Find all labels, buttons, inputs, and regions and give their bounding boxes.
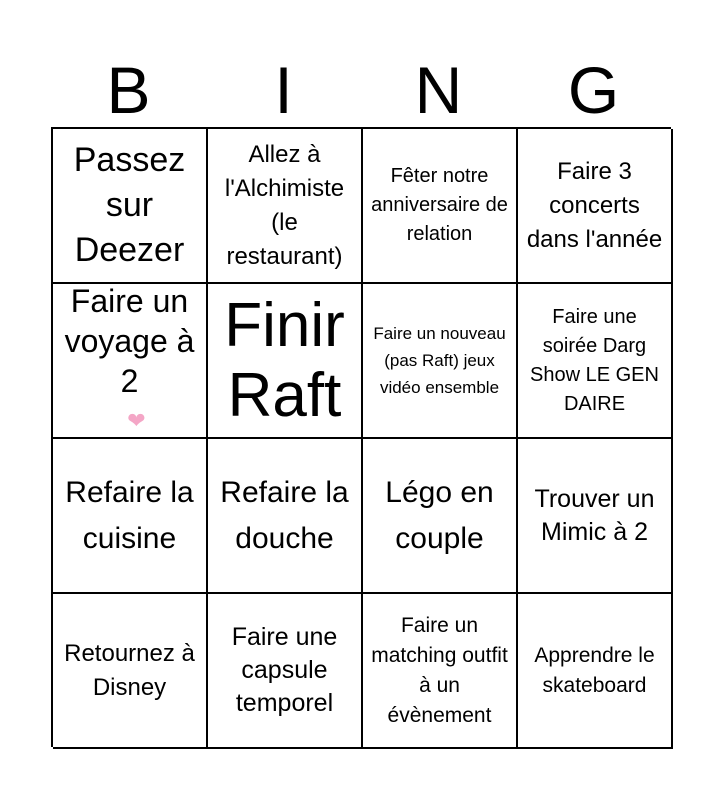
bingo-cell[interactable] [518,284,673,439]
bingo-cell[interactable] [363,594,518,749]
cell-text: Faire un nouveau (pas Raft) jeux vidéo ensemble [373,324,506,397]
bingo-cell[interactable] [363,129,518,284]
cell-text: Finir Raft [224,290,345,430]
cell-text: Faire un voyage à 2 ❤ [59,284,200,439]
cell-text: Faire 3 concerts dans l'année [526,157,663,253]
bingo-header [51,52,671,127]
cell-text: Fêter notre anniversaire de relation [371,165,508,245]
bingo-cell[interactable] [208,439,363,594]
cell-text: Faire un matching outfit à un évènement [371,613,508,727]
bingo-cell[interactable] [53,594,208,749]
cell-text: Trouver un Mimic à 2 [534,484,655,546]
bingo-cell[interactable] [53,284,208,439]
cell-text: Apprendre le skateboard [534,643,655,697]
bingo-cell[interactable] [363,439,518,594]
cell-text: Refaire la douche [220,475,349,555]
bingo-cell[interactable] [208,594,363,749]
cell-text: Retournez à Disney [64,639,195,701]
bingo-board [51,127,671,747]
cell-text: Faire une capsule temporel [231,623,338,717]
bingo-cell[interactable] [363,284,518,439]
bingo-cell[interactable] [518,439,673,594]
cell-text: Faire une soirée Darg Show LE GEN DAIRE [530,305,659,415]
cell-text: Allez à l'Alchimiste (le restaurant) [224,140,345,270]
header-letter-g: G [567,53,620,127]
header-letter-n: N [414,53,463,127]
cell-text: Légo en couple [385,475,494,555]
cell-text: Passez sur Deezer [73,141,186,269]
bingo-cell[interactable] [208,284,363,439]
bingo-cell[interactable] [208,129,363,284]
bingo-cell[interactable] [518,594,673,749]
heart-icon: ❤ [127,407,146,433]
bingo-cell[interactable] [518,129,673,284]
cell-text: Refaire la cuisine [65,475,194,555]
bingo-cell[interactable] [53,129,208,284]
header-letter-b: B [106,53,151,127]
header-letter-i: I [274,53,293,127]
bingo-cell[interactable] [53,439,208,594]
